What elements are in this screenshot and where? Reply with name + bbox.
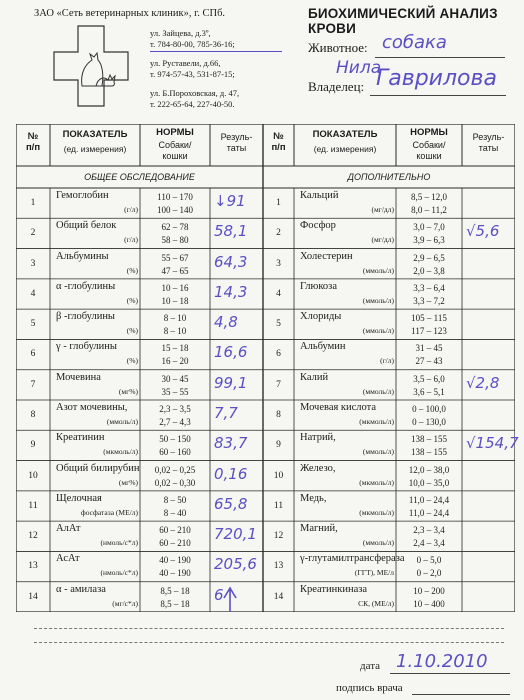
owner-value: Гаврилова	[376, 66, 497, 91]
right-row-num: 4	[276, 288, 281, 299]
signature-line	[412, 694, 510, 695]
left-header-param: ПОКАЗАТЕЛЬ	[62, 129, 128, 140]
right-row-num: 5	[276, 319, 281, 330]
footer-rule-2	[34, 642, 504, 643]
address-2-phone: т. 974-57-43, 531-87-15;	[150, 68, 235, 79]
right-row-name: γ-глутамилтрансфераза	[300, 553, 405, 565]
left-row-num: 4	[30, 288, 36, 299]
results-table	[16, 124, 519, 612]
left-row-unit: (мг%)	[118, 477, 138, 487]
left-row-name: γ - глобулины	[56, 341, 117, 353]
right-row-norm-dog: 0 – 5,0	[416, 555, 442, 566]
right-row-unit: (ГГТ), МЕ/л	[354, 568, 394, 578]
left-row-norm-cat: 8 – 40	[163, 507, 187, 518]
left-row-unit: (%)	[126, 356, 138, 366]
left-row-num: 14	[28, 591, 38, 602]
animal-value: собака	[382, 32, 447, 53]
right-row-norm-dog: 105 – 115	[411, 313, 447, 324]
right-row-num: 1	[276, 198, 281, 208]
right-row-result: √2,8	[466, 373, 500, 392]
right-row-num: 12	[273, 531, 284, 542]
left-row-norm-dog: 2,3 – 3,5	[159, 404, 191, 414]
right-row-num: 11	[273, 500, 284, 511]
address-3-phone: т. 222-65-64, 227-40-50.	[150, 98, 235, 109]
left-row-name: β -глобулины	[56, 311, 115, 323]
left-row-norm-cat: 16 – 20	[161, 356, 189, 367]
left-section-title: ОБЩЕЕ ОБСЛЕДОВАНИЕ	[84, 172, 195, 182]
clinic-name: ЗАО «Сеть ветеринарных клиник», г. СПб.	[34, 8, 226, 19]
left-row-unit: (мг%)	[118, 386, 138, 396]
left-row-num: 2	[30, 228, 36, 239]
right-row-name: Железо,	[300, 462, 336, 474]
clinic-logo-icon	[52, 24, 130, 108]
right-row-name: Мочевая кислота	[300, 402, 377, 413]
address-1-phone: т. 784-80-00, 785-36-16;	[150, 38, 235, 49]
right-row-norm-cat: 0 – 2,0	[416, 568, 442, 579]
left-row-name: α -глобулины	[56, 280, 116, 292]
right-row-norm-dog: 2,9 – 6,5	[413, 252, 445, 263]
left-row-norm-cat: 47 – 65	[161, 265, 189, 276]
right-row-norm-dog: 3,5 – 6,0	[413, 373, 445, 384]
date-label: дата	[360, 660, 381, 672]
left-row-num: 1	[30, 198, 36, 208]
left-row-result: ↓91	[214, 192, 246, 210]
left-row-name: АсАт	[56, 553, 80, 565]
right-row-norm-cat: 117 – 123	[411, 326, 447, 337]
right-row-norm-dog: 0 – 100,0	[412, 404, 446, 414]
left-row-norm-dog: 10 – 16	[161, 282, 189, 293]
left-row-name: Креатинин	[56, 432, 105, 444]
right-row-num: 2	[276, 228, 281, 239]
left-row-norm-dog: 50 – 150	[159, 434, 191, 445]
left-header-param-unit: (ед. измерения)	[63, 144, 127, 154]
left-row-num: 12	[28, 531, 38, 542]
left-row-result: 16,6	[214, 343, 248, 362]
right-header-norms: НОРМЫ	[410, 127, 448, 138]
right-row-unit: (ммоль/л)	[362, 265, 394, 275]
right-row-norm-dog: 31 – 45	[415, 343, 443, 354]
left-header-num: № п/п	[25, 131, 41, 153]
animal-label: Животное:	[308, 40, 368, 55]
right-row-norm-cat: 8,0 – 11,2	[411, 205, 447, 215]
left-row-num: 9	[30, 440, 36, 451]
left-row-norm-dog: 40 – 190	[159, 555, 191, 566]
right-row-name: Фосфор	[300, 220, 336, 232]
left-row-name: Гемоглобин	[56, 190, 109, 201]
right-row-unit: (ммоль/л)	[362, 326, 394, 336]
left-row-name: Общий билирубин	[56, 462, 140, 474]
right-row-unit: (ммоль/л)	[362, 386, 394, 396]
left-row-unit: (мкмоль/л)	[103, 447, 138, 457]
left-row-unit: (%)	[126, 295, 138, 305]
left-row-num: 7	[30, 379, 36, 390]
left-row-result: 0,16	[214, 464, 248, 483]
right-row-norm-dog: 10 – 200	[413, 585, 445, 596]
left-row-norm-dog: 55 – 67	[161, 252, 189, 263]
left-row-norm-cat: 60 – 210	[159, 538, 191, 549]
left-row-unit: (нмоль/с*л)	[100, 538, 138, 548]
right-row-name: Хлориды	[300, 311, 342, 323]
right-row-unit: (ммоль/л)	[362, 538, 394, 548]
left-row-num: 13	[28, 561, 38, 572]
left-row-num: 11	[28, 500, 38, 511]
left-row-norm-cat: 60 – 160	[159, 447, 191, 458]
right-row-norm-cat: 10 – 400	[413, 598, 445, 609]
right-row-norm-dog: 8,5 – 12,0	[411, 192, 447, 202]
owner-label: Владелец:	[308, 79, 365, 94]
right-row-unit: (мг/дл)	[371, 235, 394, 245]
right-row-unit: (мг/дл)	[371, 205, 394, 214]
right-row-unit: (мкмоль/л)	[359, 507, 394, 517]
right-row-num: 13	[273, 561, 284, 572]
address-2	[150, 58, 235, 79]
left-row-num: 3	[30, 258, 36, 269]
right-row-norm-cat: 11,0 – 24,4	[408, 507, 450, 518]
form-title-line1: БИОХИМИЧЕСКИЙ АНАЛИЗ	[308, 6, 498, 21]
left-row-num: 10	[28, 470, 38, 481]
left-row-name: Щелочная	[56, 492, 102, 504]
right-row-norm-dog: 3,3 – 6,4	[413, 282, 445, 293]
left-row-norm-dog: 110 – 170	[157, 192, 193, 202]
left-row-num: 5	[30, 319, 36, 330]
right-row-unit: СК, (МЕ/л)	[358, 598, 394, 608]
right-row-unit: (мкмоль/л)	[359, 477, 394, 487]
right-row-result: √154,7	[466, 434, 519, 453]
right-header-param-unit: (ед. измерения)	[313, 144, 377, 154]
right-row-name: Магний,	[300, 523, 338, 535]
left-row-name: Альбумины	[56, 250, 109, 262]
right-row-norm-cat: 3,3 – 7,2	[413, 295, 445, 306]
left-row-norm-cat: 100 – 140	[157, 205, 193, 215]
right-row-norm-cat: 27 – 43	[415, 356, 443, 367]
date-line	[390, 673, 510, 674]
left-row-norm-cat: 58 – 80	[161, 235, 189, 246]
left-row-norm-dog: 62 – 78	[161, 222, 189, 233]
right-row-norm-cat: 3,6 – 5,1	[413, 386, 445, 397]
right-row-name: Глюкоза	[300, 280, 337, 292]
left-row-name: АлАт	[56, 523, 81, 535]
right-row-num: 14	[273, 591, 284, 602]
left-row-result: 14,3	[214, 282, 248, 301]
left-row-unit: (ммоль/л)	[106, 417, 138, 426]
right-row-norm-dog: 138 – 155	[411, 434, 447, 445]
address-3	[150, 88, 239, 109]
left-row-norm-dog: 15 – 18	[161, 343, 189, 354]
right-row-num: 7	[276, 379, 281, 390]
left-row-unit: (%)	[126, 265, 138, 275]
right-row-norm-cat: 2,4 – 3,4	[413, 538, 445, 549]
left-row-norm-dog: 0,02 – 0,25	[154, 464, 196, 475]
left-row-norm-cat: 0,02 – 0,30	[154, 477, 196, 488]
right-row-name: Холестерин	[300, 250, 353, 262]
address-1-street: ул. Зайцева, д.3º,	[150, 28, 211, 38]
right-row-norm-dog: 11,0 – 24,4	[408, 494, 450, 505]
right-row-result: √5,6	[466, 222, 500, 241]
left-row-name: Азот мочевины,	[56, 402, 128, 413]
right-section-title: ДОПОЛНИТЕЛЬНО	[347, 172, 431, 182]
left-row-norm-dog: 8 – 50	[163, 494, 187, 505]
left-row-norm-cat: 8 – 10	[163, 326, 187, 337]
right-row-norm-cat: 2,0 – 3,8	[413, 265, 445, 276]
right-row-name: Натрий,	[300, 432, 336, 444]
left-row-unit: (%)	[126, 326, 138, 336]
left-row-norm-cat: 8,5 – 18	[160, 598, 190, 609]
left-row-norm-cat: 10 – 18	[161, 295, 189, 306]
address-1	[150, 28, 235, 49]
right-row-norm-cat: 10,0 – 35,0	[408, 477, 450, 488]
left-header-results: Резуль- таты	[220, 132, 253, 153]
form-title-line2: КРОВИ	[308, 21, 357, 36]
left-row-norm-cat: 35 – 55	[161, 386, 189, 397]
left-row-result: 58,1	[214, 222, 248, 241]
right-header-norms-sub: Собаки/ кошки	[412, 140, 446, 161]
address-3-street: ул. Б.Пороховская, д. 47,	[150, 88, 240, 98]
date-value: 1.10.2010	[396, 651, 488, 672]
left-row-unit: (г/л)	[124, 235, 138, 245]
right-row-name: Креатинкиназа	[300, 583, 368, 595]
left-row-norm-dog: 60 – 210	[159, 525, 191, 536]
right-row-unit: (ммоль/л)	[362, 447, 394, 457]
ink-underline	[150, 51, 282, 52]
right-row-name: Альбумин	[300, 341, 346, 353]
right-row-unit: (мкмоль/л)	[359, 417, 394, 426]
left-row-norm-cat: 40 – 190	[159, 568, 191, 579]
left-row-unit: фосфатаза (МЕ/л)	[80, 507, 138, 517]
left-row-norm-dog: 8 – 10	[163, 313, 187, 324]
right-row-unit: (ммоль/л)	[362, 295, 394, 305]
left-row-unit: (нмоль/с*л)	[100, 568, 138, 578]
right-row-num: 9	[276, 440, 281, 451]
right-row-norm-dog: 3,0 – 7,0	[413, 222, 445, 233]
right-row-unit: (г/л)	[380, 356, 394, 366]
address-2-street: ул. Руставели, д.66,	[150, 58, 221, 68]
left-row-result: 4,8	[214, 313, 238, 332]
left-row-result: 83,7	[214, 434, 248, 453]
left-row-name: Общий белок	[56, 220, 117, 232]
left-row-result: 7,7	[214, 404, 238, 422]
left-row-result: 720,1	[214, 525, 257, 544]
right-row-norm-cat: 0 – 130,0	[412, 417, 446, 427]
left-row-result: 6	[214, 585, 224, 604]
left-row-name: α - амилаза	[56, 583, 106, 595]
right-row-num: 6	[276, 349, 281, 360]
right-row-name: Медь,	[300, 492, 327, 504]
right-row-num: 8	[276, 410, 281, 420]
left-row-name: Мочевина	[56, 371, 101, 383]
left-row-num: 6	[30, 349, 36, 360]
animal-line	[375, 57, 505, 58]
right-row-num: 10	[273, 470, 284, 481]
pet-name-value: Нила	[336, 58, 382, 78]
right-row-norm-dog: 12,0 – 38,0	[408, 464, 450, 475]
owner-line	[370, 95, 506, 96]
right-header-results: Резуль- таты	[472, 132, 505, 153]
left-row-norm-dog: 30 – 45	[161, 373, 189, 384]
left-row-result: 65,8	[214, 494, 248, 513]
left-header-norms: НОРМЫ	[156, 127, 194, 138]
left-row-norm-cat: 2,7 – 4,3	[159, 417, 191, 427]
left-row-num: 8	[30, 410, 36, 420]
left-row-norm-dog: 8,5 – 18	[160, 585, 190, 596]
left-header-norms-sub: Собаки/ кошки	[158, 140, 192, 161]
right-header-param: ПОКАЗАТЕЛЬ	[312, 129, 378, 140]
left-row-unit: (мг/с*л)	[112, 598, 138, 608]
right-row-num: 3	[276, 258, 281, 269]
footer-rule-1	[34, 628, 504, 629]
signature-label: подпись врача	[336, 682, 403, 694]
right-row-norm-cat: 138 – 155	[411, 447, 447, 458]
left-row-result: 64,3	[214, 252, 248, 271]
left-row-result: 205,6	[214, 555, 257, 574]
left-row-unit: (г/л)	[124, 205, 138, 214]
right-row-name: Калий	[300, 371, 329, 383]
right-row-norm-dog: 2,3 – 3,4	[413, 525, 445, 536]
right-header-num: № п/п	[271, 131, 286, 153]
right-row-name: Кальций	[300, 190, 339, 201]
left-row-result: 99,1	[214, 373, 248, 392]
right-row-norm-cat: 3,9 – 6,3	[413, 235, 445, 246]
